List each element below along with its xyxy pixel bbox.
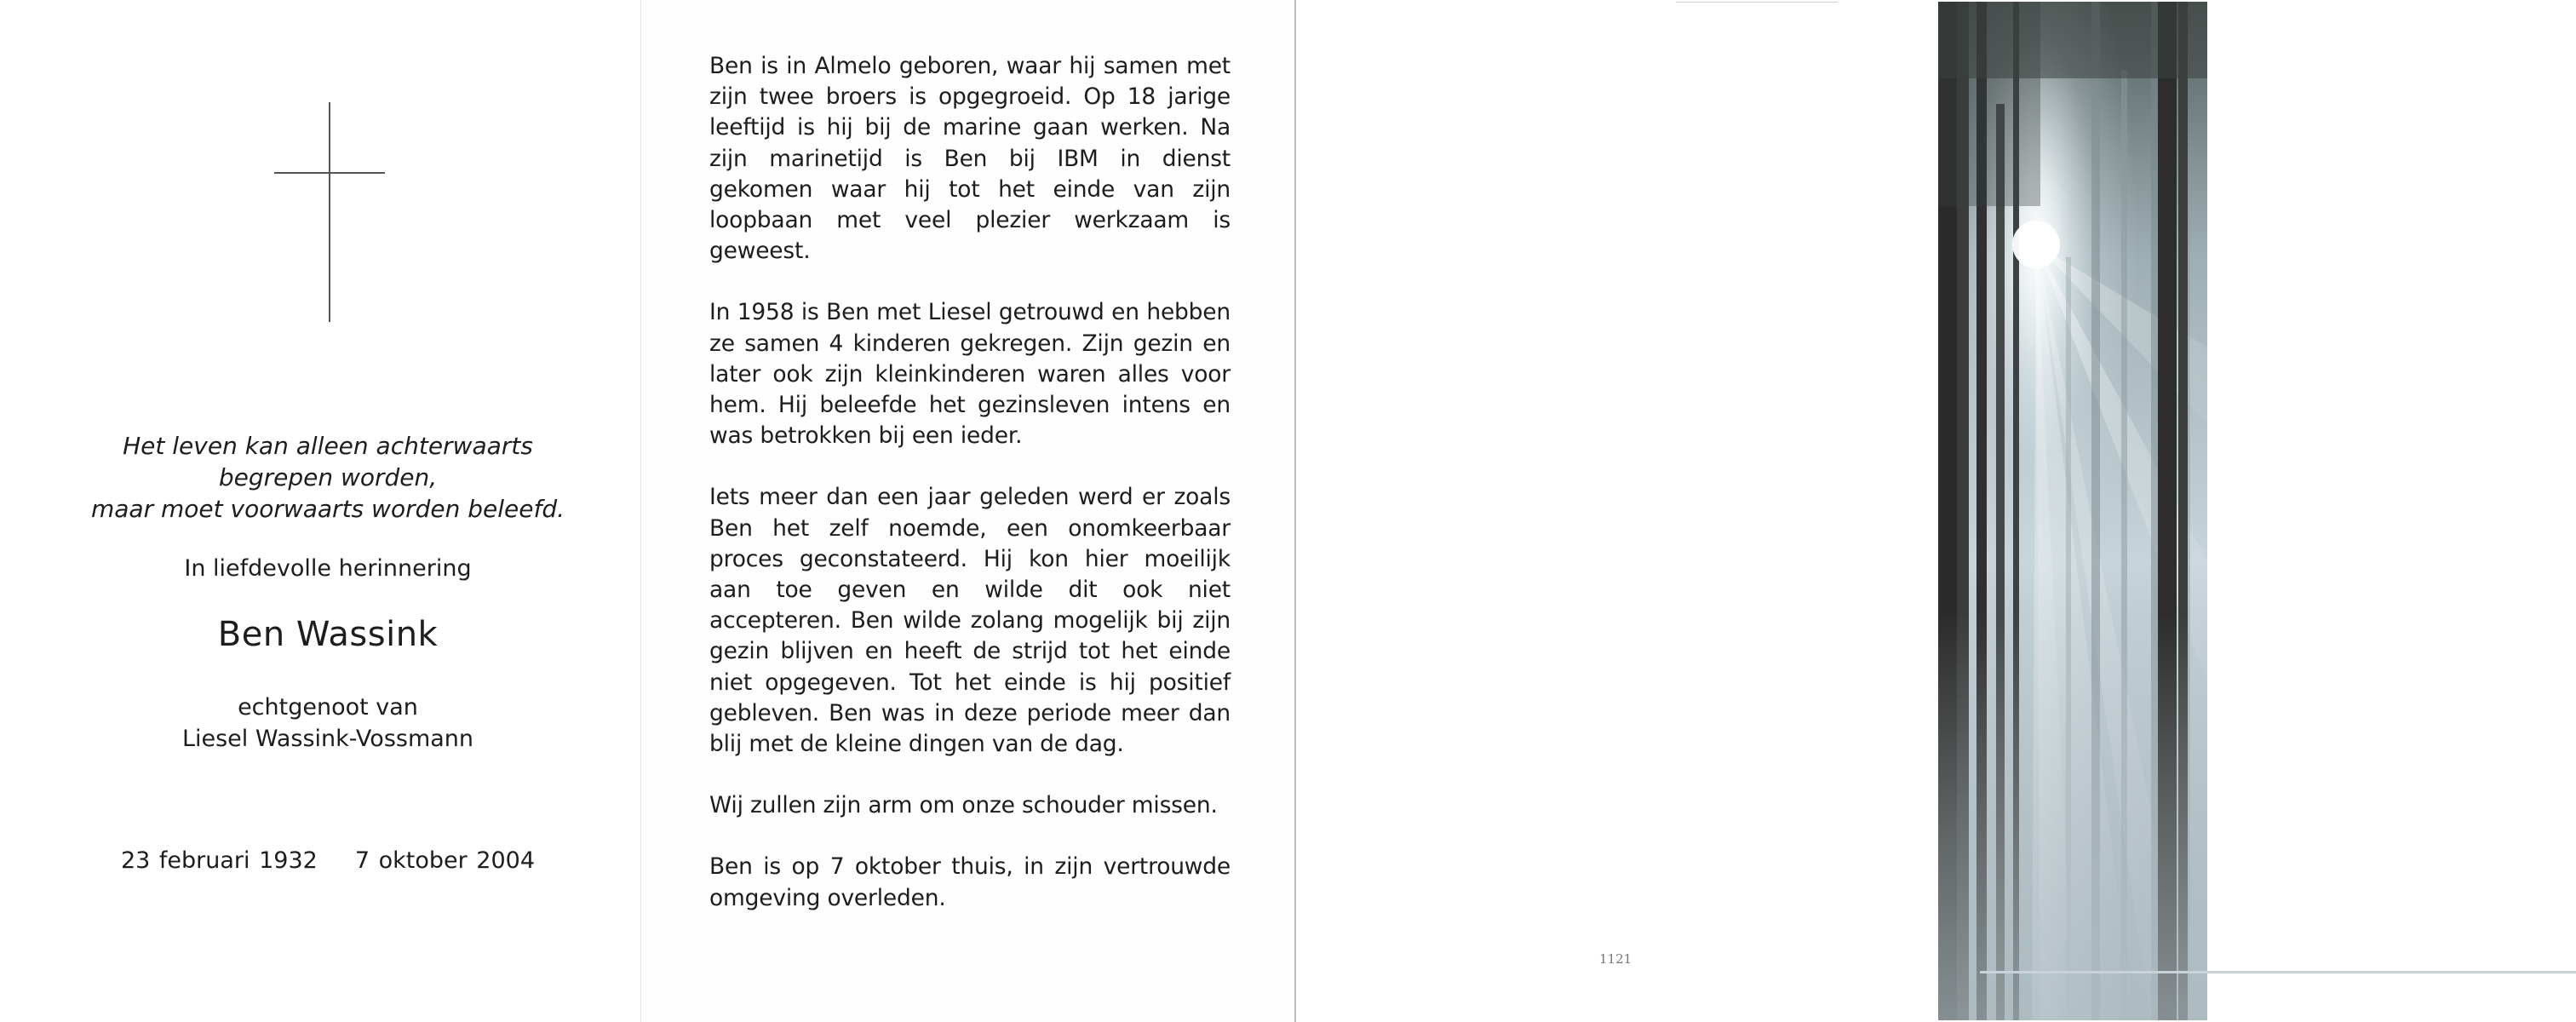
- spouse-block: [34, 692, 622, 755]
- spouse-name: Liesel Wassink-Vossmann: [181, 726, 474, 752]
- biography: [709, 51, 1231, 914]
- birth-date: 23 februari 1932: [120, 847, 318, 874]
- bio-paragraph: Ben is in Almelo geboren, waar hij samen met zijn twee broers is opgegroeid. Op 18 jarige leeftijd is hij bij de marine gaan werken. Na zijn marinetijd is Ben bij IBM in dienst gekomen waar hij tot het einde van zijn loopbaan met veel plezier werkzaam is geweest.: [709, 53, 1231, 265]
- front-panel: [0, 0, 640, 1022]
- life-dates: [34, 847, 622, 874]
- bio-paragraph: In 1958 is Ben met Liesel getrouwd en hebben ze samen 4 kinderen gekregen. Zijn gezin en later ook zijn kleinkinderen waren alles voor hem. Hij beleefde het gezinsleven intens en was betrokken bij een ieder.: [709, 299, 1231, 450]
- death-date: 7 oktober 2004: [354, 847, 536, 874]
- back-panel: [1294, 0, 1942, 1022]
- verse-line: maar moet voorwaarts worden beleefd.: [90, 495, 565, 523]
- bio-paragraph: Wij zullen zijn arm om onze schouder missen.: [709, 792, 1218, 819]
- divider: [1676, 2, 1838, 3]
- verse: [34, 430, 622, 525]
- forest-photo: [1938, 2, 2228, 1020]
- bio-paragraph: Ben is op 7 oktober thuis, in zijn vertrouwde omgeving overleden.: [709, 853, 1231, 911]
- spouse-intro: echtgenoot van: [238, 694, 418, 721]
- verse-line: Het leven kan alleen achterwaarts: [123, 432, 533, 460]
- deceased-name: Ben Wassink: [217, 615, 439, 654]
- bio-paragraph: Iets meer dan een jaar geleden werd er zoals Ben het zelf noemde, een onomkeerbaar proces geconstateerd. Hij kon hier moeilijk aan toe geven en wilde dit ook niet accepteren. Ben wilde zolang mogelijk bij zijn gezin blijven en heeft de strijd tot het einde niet opgegeven. Tot het einde is hij positief gebleven. Ben was in deze periode meer dan blij met de kleine dingen van de dag.: [709, 484, 1231, 758]
- page-number: 1121: [1599, 951, 1632, 967]
- forest-illustration: [1938, 2, 2228, 1020]
- verse-line: begrepen worden,: [218, 463, 438, 491]
- bottom-line: [1980, 971, 2576, 973]
- memory-line: In liefdevolle herinnering: [184, 555, 472, 582]
- cross-icon: [274, 102, 385, 324]
